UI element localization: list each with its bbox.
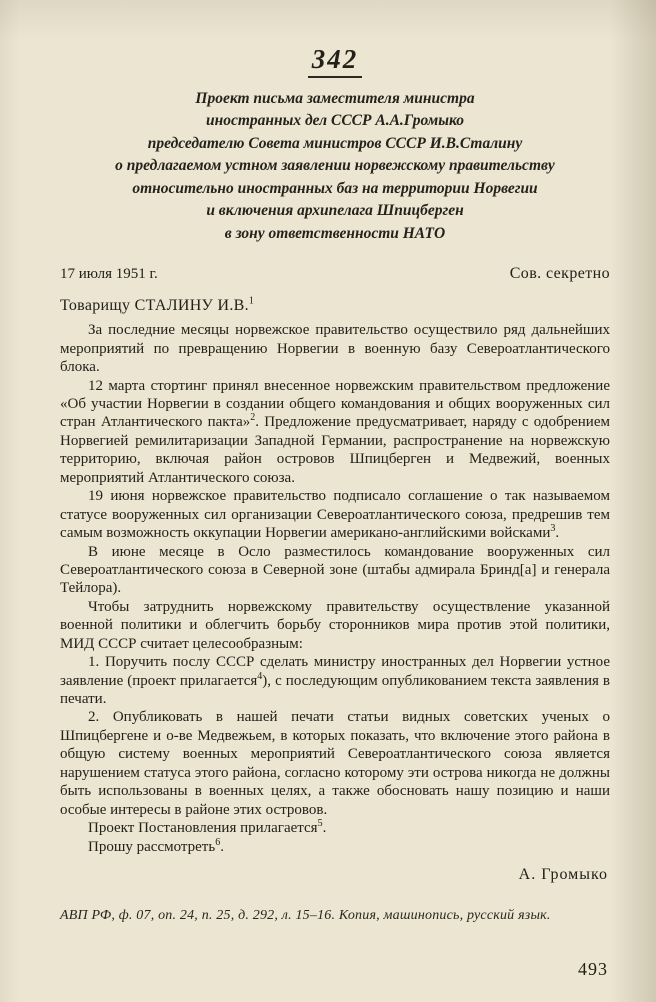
classification-stamp: Сов. секретно: [509, 265, 610, 283]
footnote-marker: 5: [317, 818, 323, 830]
footnote-marker: 2: [250, 412, 256, 424]
document-body: [60, 321, 610, 856]
paragraph: 19 июня норвежское правительство подписало соглашение о так называемом статусе вооруженных сил организации Североатлантического союза, предрешив тем самым возможность оккупации Норвегии американо-английскими войсками$^3$.: [60, 488, 610, 542]
paragraph: Чтобы затруднить норвежскому правительству осуществление указанной военной политики и облегчить борьбу сторонников мира против этой политики, МИД СССР считает целесообразным:: [60, 598, 610, 652]
paragraph: Прошу рассмотреть$^6$.: [88, 836, 224, 855]
footnote-marker: 3: [550, 523, 556, 535]
document-date: 17 июля 1951 г.: [60, 266, 158, 283]
document-number: [60, 44, 610, 78]
paragraph: Проект Постановления прилагается$^5$.: [88, 818, 327, 837]
heading-line: иностранных дел СССР А.А.Громыко: [205, 112, 465, 130]
paragraph: В июне месяце в Осло разместилось командование вооруженных сил Североатлантического союза в Северной зоне (штабы адмирала Бринд[а] и генерала Тейлора).: [60, 543, 610, 597]
footnote-marker: 1: [248, 295, 255, 307]
heading-line: и включения архипелага Шпицберген: [206, 202, 464, 220]
footnote-marker: 4: [257, 670, 263, 682]
salutation: Товарищу СТАЛИНУ И.В.$^1$: [60, 295, 255, 315]
signature: А. Громыко: [518, 865, 608, 883]
paragraph: 1. Поручить послу СССР сделать министру иностранных дел Норвегии устное заявление (проект прилагается$^4$), с последующим опубликованием текста заявления в печати.: [60, 654, 610, 708]
document-heading: [60, 88, 610, 245]
archive-reference: АВП РФ, ф. 07, оп. 24, п. 25, д. 292, л. 15–16. Копия, машинопись, русский язык.: [60, 907, 551, 923]
footnote-marker: 6: [215, 836, 221, 848]
heading-line: Проект письма заместителя министра: [195, 90, 475, 107]
paragraph: 12 марта стортинг принял внесенное норвежским правительством предложение «Об участии Норвегии в создании общего командования и общих вооруженных сил стран Атлантического пакта»$^2$. Предложение предусматривает, наряду с одобрением Норвегией ремилитаризации Западной Германии, распространение на норвежскую территорию, включая район островов Шпицберген и Медвежий, военных мероприятий Атлантического союза.: [60, 377, 610, 486]
document-number-text: 342: [308, 44, 363, 78]
heading-line: относительно иностранных баз на территории Норвегии: [132, 179, 538, 197]
page-number: 493: [578, 959, 608, 979]
paragraph: 2. Опубликовать в нашей печати статьи видных советских ученых о Шпицбергене и о-ве Медвежьем, в которых показать, что включение этого района в общую систему военных мероприятий Североатлантического союза является нарушением статуса этого района, согласно которому эти острова никогда не должны быть использованы в военных целях, а также обосновать нашу позицию и наши особые интересы в районе этих островов.: [60, 709, 610, 818]
paragraph: За последние месяцы норвежское правительство осуществило ряд дальнейших мероприятий по превращению Норвегии в военную базу Североатлантического блока.: [60, 322, 610, 376]
heading-line: председателю Совета министров СССР И.В.Сталину: [147, 134, 523, 152]
heading-line: о предлагаемом устном заявлении норвежскому правительству: [115, 157, 555, 175]
meta-row: [60, 265, 610, 283]
heading-line: в зону ответственности НАТО: [224, 224, 446, 242]
